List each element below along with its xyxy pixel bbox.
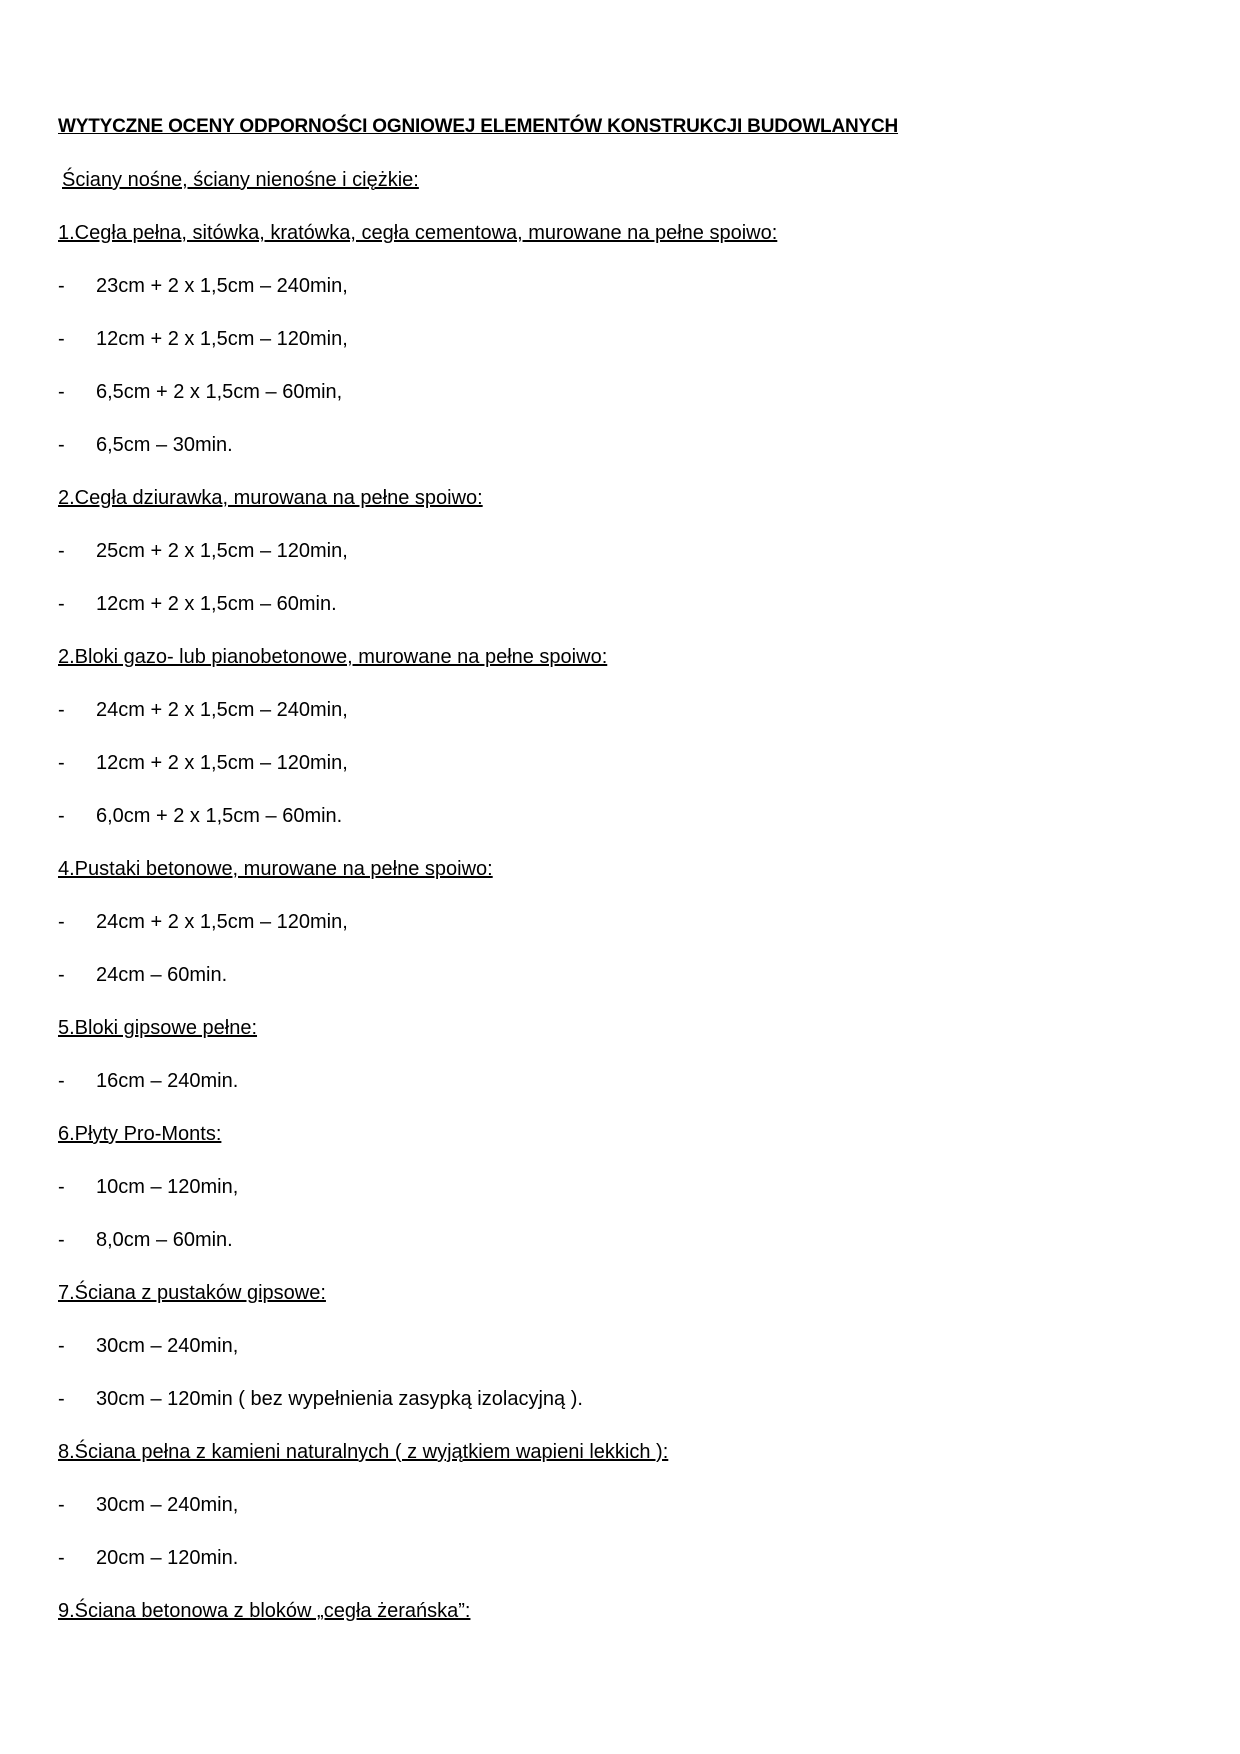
bullet-dash: -: [58, 964, 65, 986]
list-item-text: 24cm + 2 x 1,5cm – 240min,: [96, 699, 348, 721]
bullet-dash: -: [58, 699, 65, 721]
list-item-text: 30cm – 120min ( bez wypełnienia zasypką izolacyjną ).: [96, 1388, 583, 1410]
bullet-dash: -: [58, 1335, 65, 1357]
section: [58, 1437, 1178, 1596]
section: [58, 1596, 1178, 1649]
document-title: WYTYCZNE OCENY ODPORNOŚCI OGNIOWEJ ELEMENTÓW KONSTRUKCJI BUDOWLANYCH: [58, 116, 899, 137]
document-subtitle: Ściany nośne, ściany nienośne i ciężkie:: [62, 169, 419, 191]
bullet-dash: -: [58, 1547, 65, 1569]
section: [58, 218, 1178, 483]
list-item: [58, 1384, 1178, 1437]
list-item-text: 24cm + 2 x 1,5cm – 120min,: [96, 911, 348, 933]
list-item-text: 12cm + 2 x 1,5cm – 120min,: [96, 752, 348, 774]
list-item: [58, 1331, 1178, 1384]
section-heading: 9.Ściana betonowa z bloków „cegła żerańska”:: [58, 1600, 471, 1622]
section: [58, 854, 1178, 1013]
list-item: [58, 430, 1178, 483]
list-item-text: 20cm – 120min.: [96, 1547, 239, 1569]
section-heading: 5.Bloki gipsowe pełne:: [58, 1017, 258, 1039]
bullet-dash: -: [58, 1229, 65, 1251]
bullet-dash: -: [58, 434, 65, 456]
bullet-dash: -: [58, 911, 65, 933]
section: [58, 1013, 1178, 1119]
section: [58, 1119, 1178, 1278]
bullet-dash: -: [58, 593, 65, 615]
list-item-text: 16cm – 240min.: [96, 1070, 239, 1092]
list-item-text: 23cm + 2 x 1,5cm – 240min,: [96, 275, 348, 297]
section-heading: 1.Cegła pełna, sitówka, kratówka, cegła cementowa, murowane na pełne spoiwo:: [58, 222, 778, 244]
list-item-text: 25cm + 2 x 1,5cm – 120min,: [96, 540, 348, 562]
bullet-dash: -: [58, 805, 65, 827]
list-item-text: 12cm + 2 x 1,5cm – 60min.: [96, 593, 337, 615]
section: [58, 483, 1178, 642]
section-heading: 2.Cegła dziurawka, murowana na pełne spoiwo:: [58, 487, 483, 509]
bullet-dash: -: [58, 1494, 65, 1516]
list-item: [58, 324, 1178, 377]
list-item: [58, 1172, 1178, 1225]
section-heading: 6.Płyty Pro-Monts:: [58, 1123, 222, 1145]
list-item: [58, 960, 1178, 1013]
section-heading: 7.Ściana z pustaków gipsowe:: [58, 1282, 326, 1304]
bullet-dash: -: [58, 275, 65, 297]
bullet-dash: -: [58, 540, 65, 562]
document-body: [58, 112, 1178, 1649]
section: [58, 1278, 1178, 1437]
list-item-text: 12cm + 2 x 1,5cm – 120min,: [96, 328, 348, 350]
list-item: [58, 907, 1178, 960]
list-item-text: 30cm – 240min,: [96, 1335, 239, 1357]
bullet-dash: -: [58, 1388, 65, 1410]
list-item: [58, 801, 1178, 854]
bullet-dash: -: [58, 1176, 65, 1198]
list-item-text: 30cm – 240min,: [96, 1494, 239, 1516]
list-item-text: 8,0cm – 60min.: [96, 1229, 233, 1251]
list-item: [58, 271, 1178, 324]
list-item-text: 24cm – 60min.: [96, 964, 228, 986]
bullet-dash: -: [58, 381, 65, 403]
list-item-text: 6,5cm + 2 x 1,5cm – 60min,: [96, 381, 343, 403]
list-item-text: 6,0cm + 2 x 1,5cm – 60min.: [96, 805, 343, 827]
list-item: [58, 1490, 1178, 1543]
section-heading: 2.Bloki gazo- lub pianobetonowe, murowane na pełne spoiwo:: [58, 646, 608, 668]
list-item: [58, 1225, 1178, 1278]
list-item: [58, 1543, 1178, 1596]
list-item: [58, 589, 1178, 642]
list-item-text: 10cm – 120min,: [96, 1176, 239, 1198]
bullet-dash: -: [58, 752, 65, 774]
section-heading: 8.Ściana pełna z kamieni naturalnych ( z wyjątkiem wapieni lekkich ):: [58, 1441, 669, 1463]
list-item: [58, 695, 1178, 748]
bullet-dash: -: [58, 328, 65, 350]
bullet-dash: -: [58, 1070, 65, 1092]
list-item-text: 6,5cm – 30min.: [96, 434, 233, 456]
list-item: [58, 748, 1178, 801]
list-item: [58, 377, 1178, 430]
section-heading: 4.Pustaki betonowe, murowane na pełne spoiwo:: [58, 858, 493, 880]
list-item: [58, 1066, 1178, 1119]
section: [58, 642, 1178, 854]
section-list: [58, 218, 1178, 1649]
list-item: [58, 536, 1178, 589]
